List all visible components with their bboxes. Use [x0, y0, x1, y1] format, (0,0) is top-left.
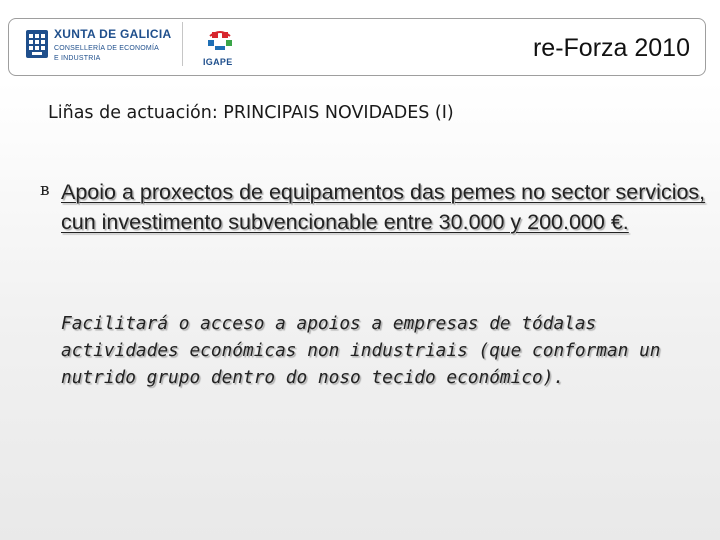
bullet-icon: ʙ — [40, 180, 50, 200]
slide-subtitle: Liñas de actuación: PRINCIPAIS NOVIDADES (I) — [48, 103, 454, 123]
logo-divider — [182, 22, 183, 66]
xunta-name: XUNTA DE GALICIA — [54, 27, 172, 41]
deck-title: re-Forza 2010 — [532, 34, 690, 62]
bullet-text: Apoio a proxectos de equipamentos das pemes no sector servicios, cun investimento subvencionable entre 30.000 y 200.000 €. — [61, 180, 706, 234]
xunta-department-line2: E INDUSTRIA — [54, 55, 101, 62]
igape-logo-icon — [202, 28, 238, 56]
xunta-department: CONSELLERÍA DE ECONOMÍA — [54, 45, 159, 52]
xunta-shield-icon — [22, 28, 58, 64]
igape-label: IGAPE — [203, 57, 233, 67]
body-paragraph: Facilitará o acceso a apoios a empresas de tódalas actividades económicas non industriais (que conforman un nutrido grupo dentro do noso tecido económico). — [61, 313, 661, 388]
